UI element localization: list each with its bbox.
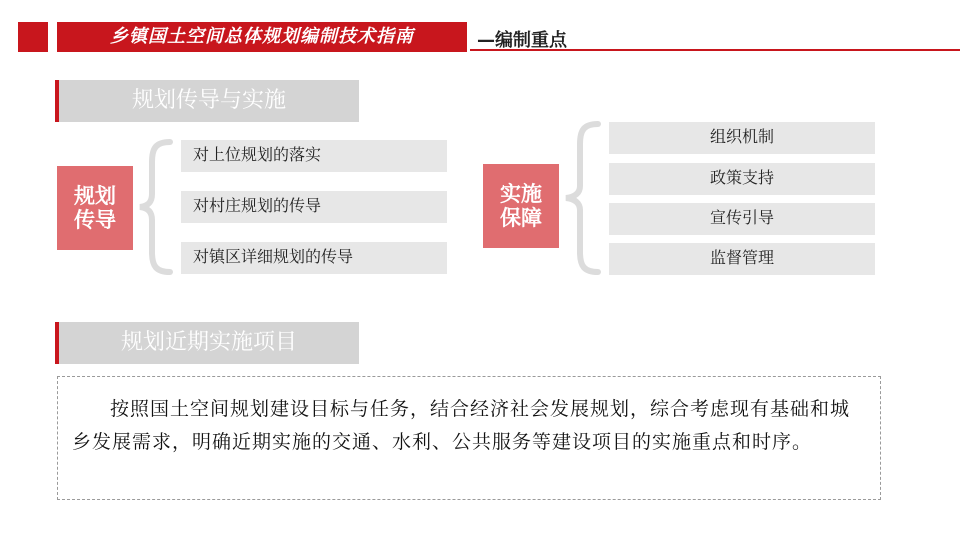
right-brace-icon (560, 120, 606, 276)
list-item: 宣传引导 (609, 203, 875, 235)
list-item: 监督管理 (609, 243, 875, 275)
list-item: 政策支持 (609, 163, 875, 195)
document-title: 乡镇国土空间总体规划编制技术指南 (57, 22, 467, 52)
left-brace-icon (134, 138, 178, 276)
section1-heading: 规划传导与实施 (59, 80, 359, 122)
list-item: 组织机制 (609, 122, 875, 154)
list-item: 对村庄规划的传导 (181, 191, 447, 223)
implementation-guarantee-label: 实施 保障 (483, 164, 559, 248)
section2-description: 按照国土空间规划建设目标与任务，结合经济社会发展规划，综合考虑现有基础和城乡发展需求，明确近期实施的交通、水利、公共服务等建设项目的实施重点和时序。 (57, 376, 881, 500)
header-red-square (18, 22, 48, 52)
list-item: 对上位规划的落实 (181, 140, 447, 172)
list-item: 对镇区详细规划的传导 (181, 242, 447, 274)
document-subtitle: —编制重点 (477, 30, 567, 51)
section2-heading: 规划近期实施项目 (59, 322, 359, 364)
planning-transmission-label: 规划 传导 (57, 166, 133, 250)
